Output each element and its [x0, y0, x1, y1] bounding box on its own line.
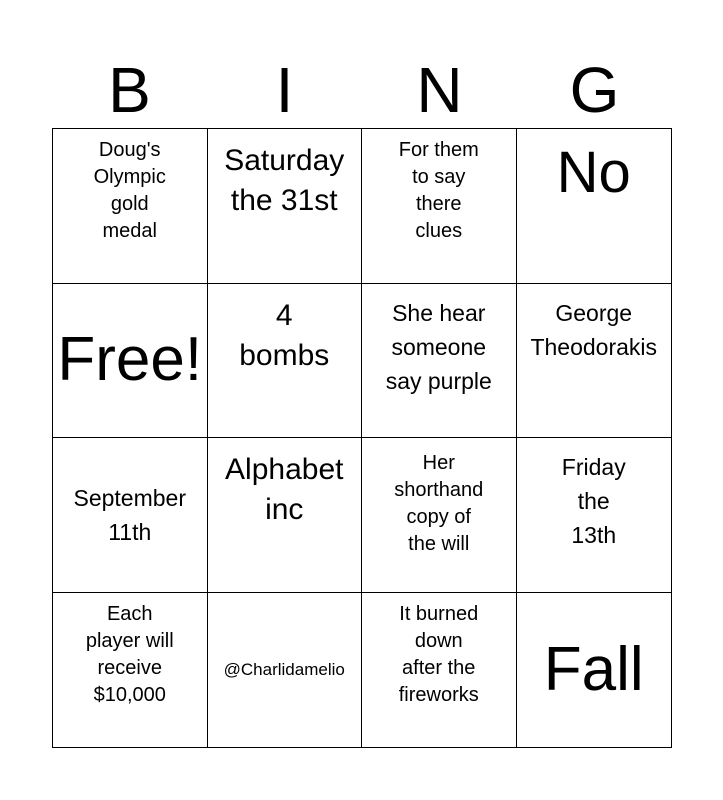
cell-text: Alphabet inc	[225, 453, 344, 526]
cell-text: Saturday the 31st	[224, 144, 345, 217]
bingo-board	[52, 128, 672, 748]
bingo-cell-r3c4[interactable]	[517, 438, 672, 593]
cell-text: George Theodorakis	[530, 299, 658, 360]
bingo-cell-r1c4[interactable]	[517, 129, 672, 284]
header-letter-n: N	[416, 54, 463, 126]
cell-text: She hear someone say purple	[385, 299, 492, 394]
bingo-cell-r1c3[interactable]	[362, 129, 517, 284]
bingo-cell-r4c1[interactable]	[53, 593, 208, 748]
bingo-cell-r1c1[interactable]	[53, 129, 208, 284]
bingo-header	[52, 52, 672, 128]
cell-text: Free!	[57, 325, 203, 395]
bingo-cell-r4c4[interactable]	[517, 593, 672, 748]
bingo-cell-r2c2[interactable]	[208, 284, 363, 439]
bingo-cell-r3c1[interactable]	[53, 438, 208, 593]
cell-text: Doug's Olympic gold medal	[93, 139, 166, 242]
free-space[interactable]	[53, 284, 208, 439]
cell-text: @Charlidamelio	[223, 659, 345, 679]
bingo-cell-r2c4[interactable]	[517, 284, 672, 439]
cell-text: For them to say there clues	[398, 139, 479, 242]
header-letter-i: I	[275, 54, 294, 126]
header-letter-b: B	[108, 54, 151, 126]
bingo-cell-r4c2[interactable]	[208, 593, 363, 748]
cell-text: Friday the 13th	[561, 454, 626, 548]
header-letter-g: G	[569, 54, 620, 126]
bingo-cell-r3c2[interactable]	[208, 438, 363, 593]
cell-text: It burned down after the fireworks	[398, 602, 479, 706]
bingo-cell-r1c2[interactable]	[208, 129, 363, 284]
cell-text: Each player will receive $10,000	[85, 602, 174, 706]
cell-text: Her shorthand copy of the will	[394, 452, 484, 555]
cell-text: September 11th	[73, 484, 186, 545]
cell-text: 4 bombs	[239, 298, 330, 372]
cell-text: No	[556, 140, 631, 205]
bingo-cell-r3c3[interactable]	[362, 438, 517, 593]
bingo-cell-r2c3[interactable]	[362, 284, 517, 439]
cell-text: Fall	[543, 634, 644, 704]
bingo-cell-r4c3[interactable]	[362, 593, 517, 748]
